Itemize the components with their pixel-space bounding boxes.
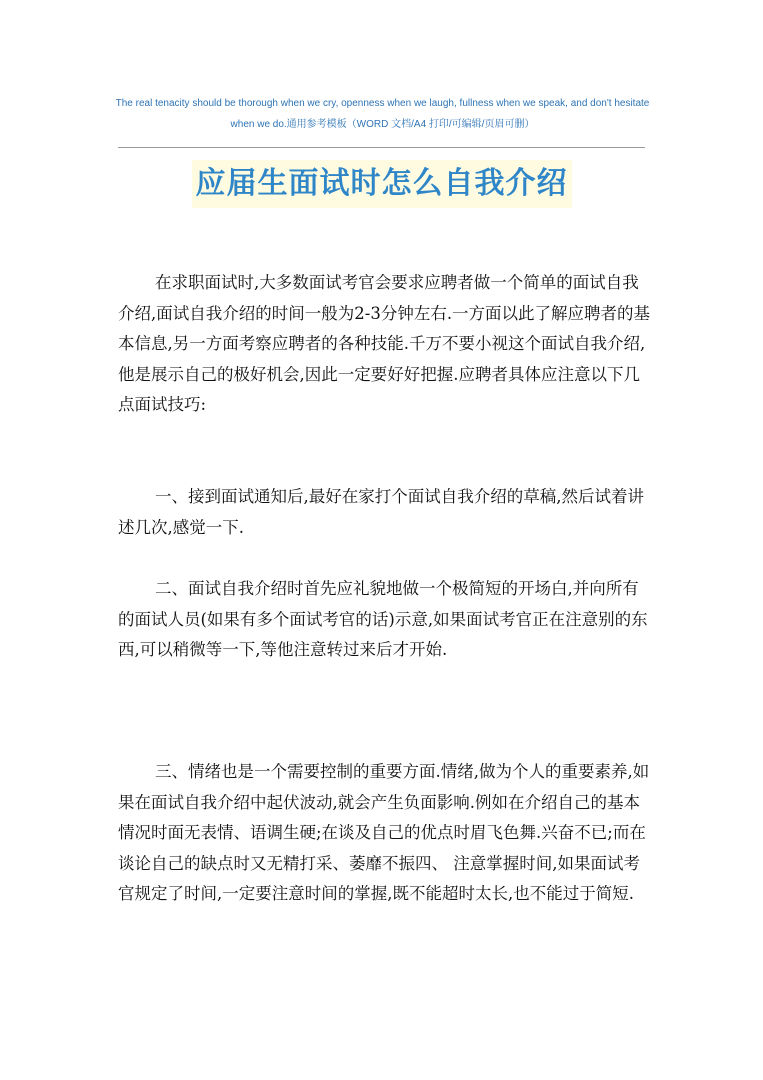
paragraph-tip-2: 二、面试自我介绍时首先应礼貌地做一个极简短的开场白,并向所有的面试人员(如果有多个面试考官的话)示意,如果面试考官正在注意别的东西,可以稍微等一下,等他注意转过来后才开始. xyxy=(118,579,648,659)
paragraph-intro: 在求职面试时,大多数面试考官会要求应聘者做一个简单的面试自我介绍,面试自我介绍的时间一般为2-3分钟左右.一方面以此了解应聘者的基本信息,另一方面考察应聘者的各种技能.千万不要小视这个面试自我介绍,他是展示自己的极好机会,因此一定要好好把握.应聘者具体应注意以下几点面试技巧: xyxy=(118,273,651,414)
page-header: The real tenacity should be thorough when we cry, openness when we laugh, fullness when we speak, and don't hesitate when we do.通用参考模板（WORD 文档/A4 打印/可编辑/页眉可删） xyxy=(115,98,650,130)
header-divider xyxy=(118,147,645,148)
paragraph-tip-3: 三、情绪也是一个需要控制的重要方面.情绪,做为个人的重要素养,如果在面试自我介绍中起伏波动,就会产生负面影响.例如在介绍自己的基本情况时面无表情、语调生硬;在谈及自己的优点时眉飞色舞.兴奋不已;而在谈论自己的缺点时又无精打采、萎靡不振四、 注意掌握时间,如果面试考官规定了时间,一定要注意时间的掌握,既不能超时太长,也不能过于简短. xyxy=(118,762,650,903)
document-title: 应届生面试时怎么自我介绍 xyxy=(192,160,572,208)
paragraph-tip-1: 一、接到面试通知后,最好在家打个面试自我介绍的草稿,然后试着讲述几次,感觉一下. xyxy=(118,487,644,537)
title-container xyxy=(0,160,763,208)
